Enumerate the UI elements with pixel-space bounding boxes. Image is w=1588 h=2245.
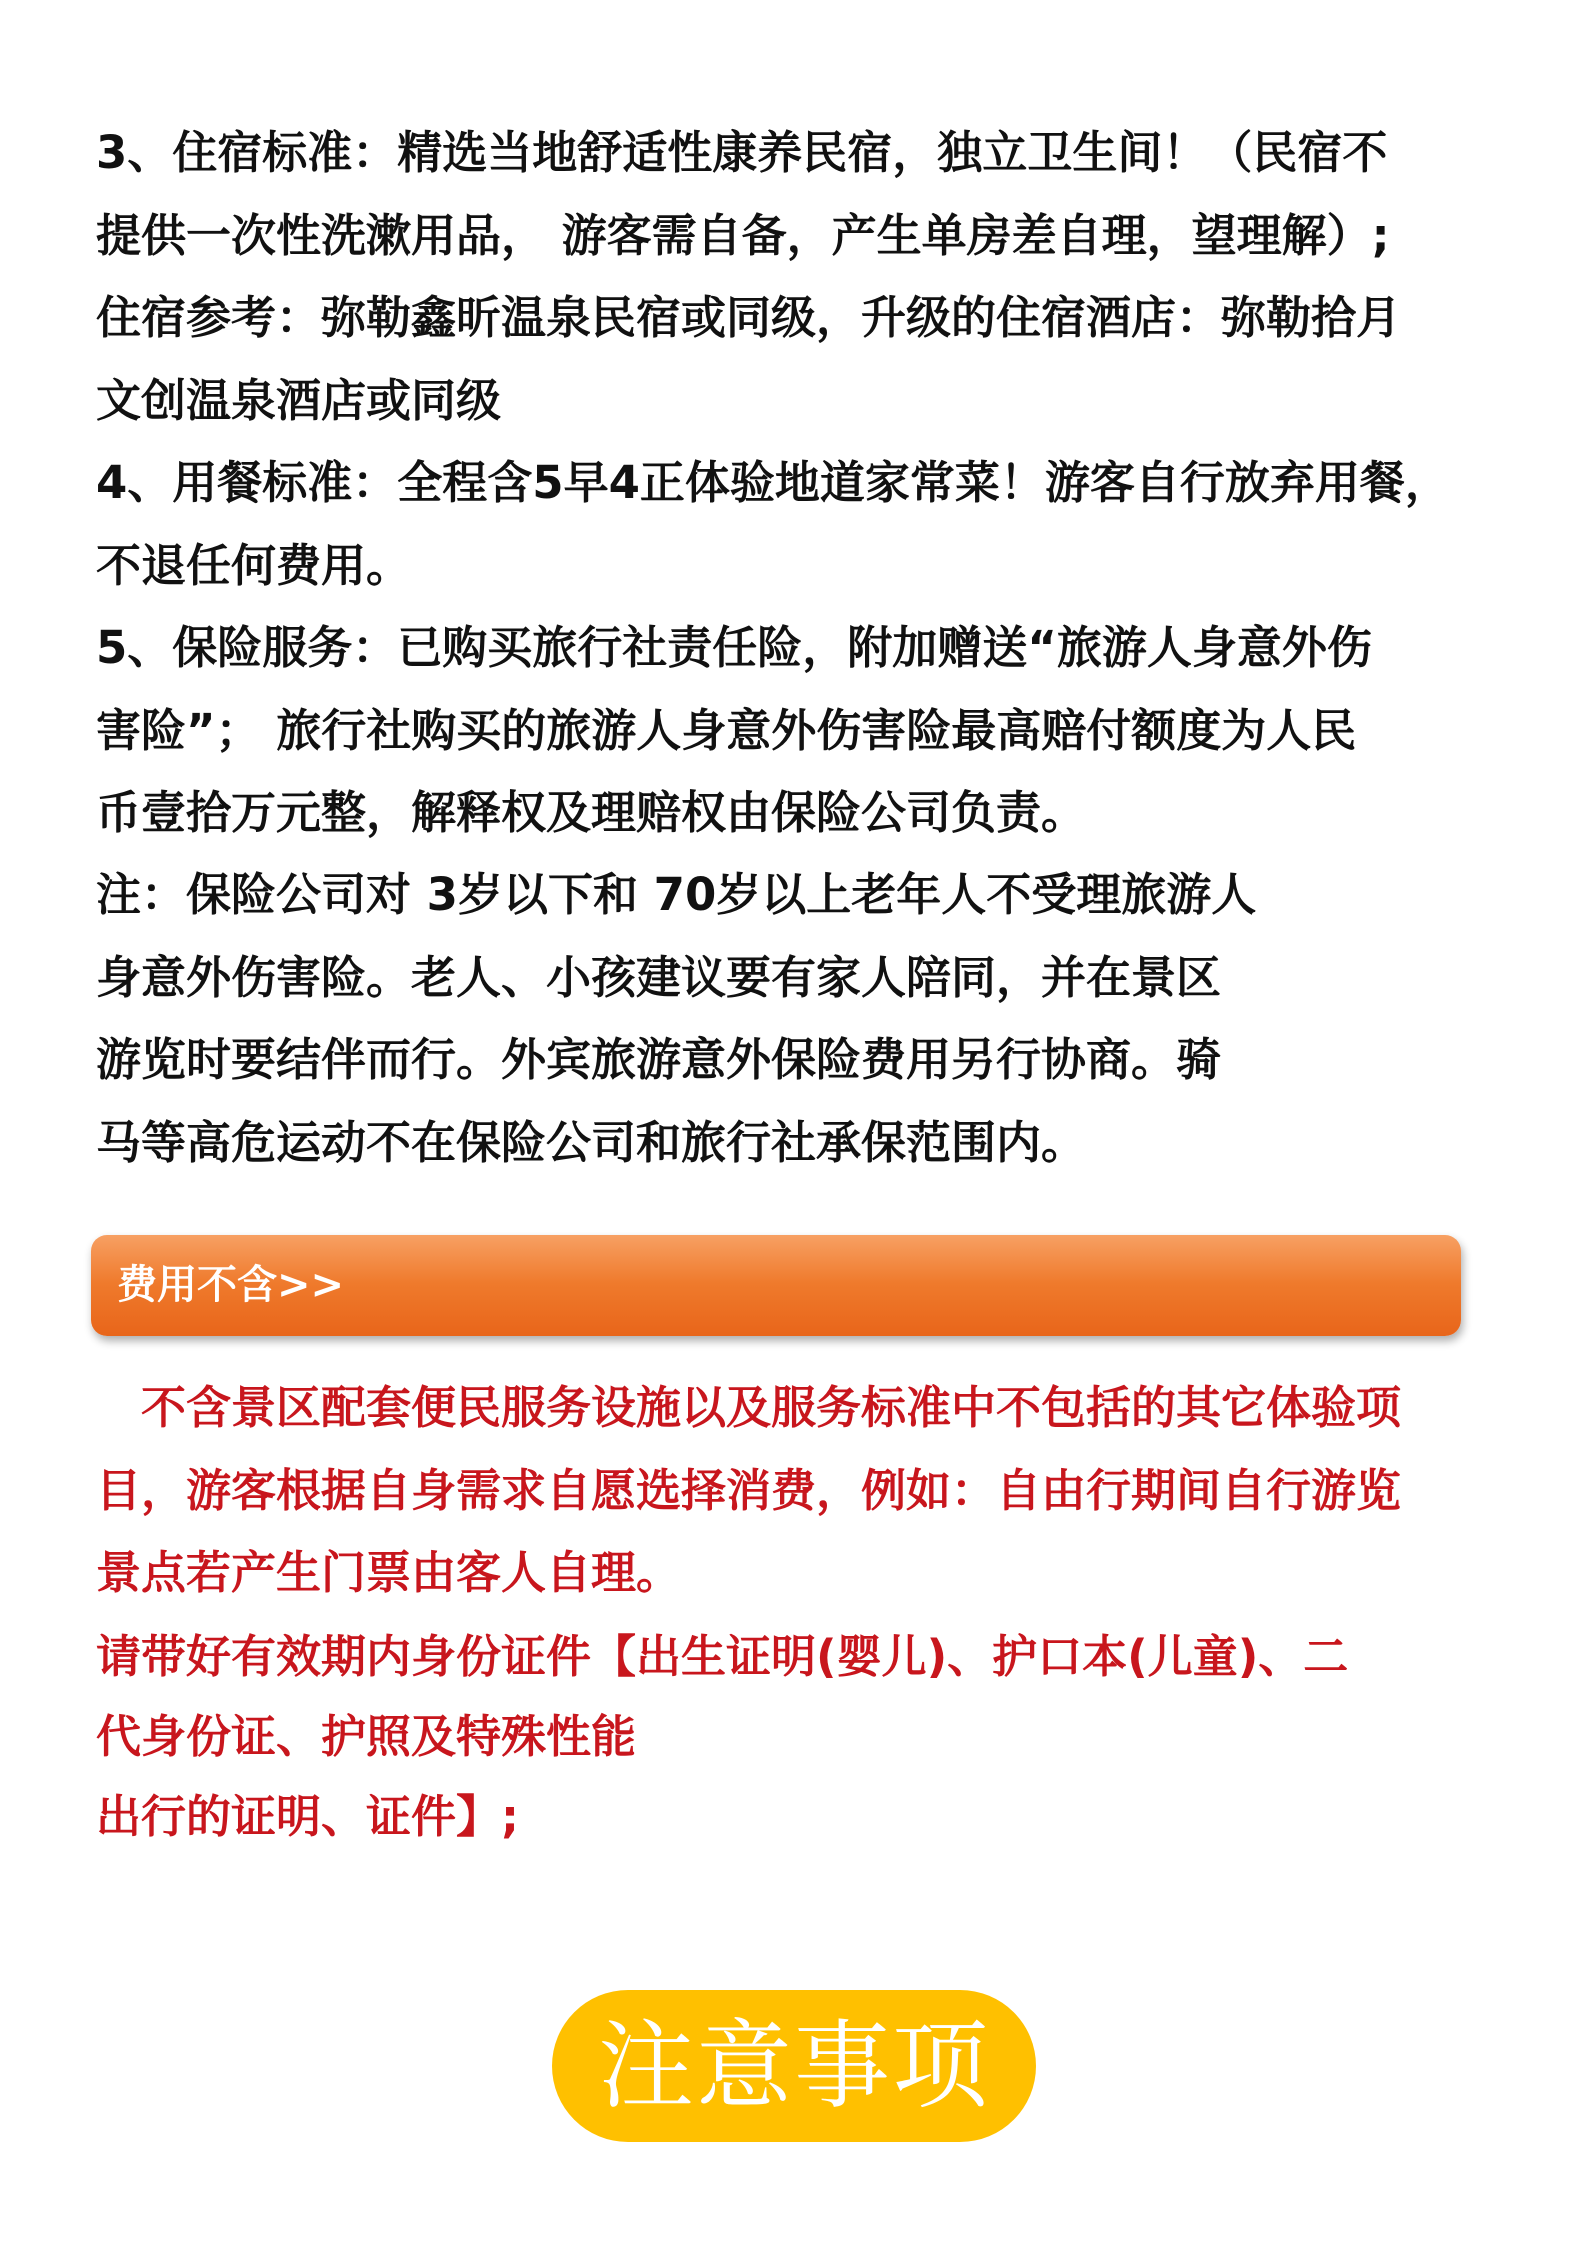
notice-section-label: 注意事项 (598, 2010, 990, 2122)
text-line: 币壹拾万元整，解释权及理赔权由保险公司负责。 (96, 786, 1087, 839)
text-line: 请带好有效期内身份证件【出生证明(婴儿)、护口本(儿童)、二 (96, 1630, 1349, 1683)
text-line: 害险”； 旅行社购买的旅游人身意外伤害险最高赔付额度为人民 (96, 703, 1357, 757)
text-line: 目，游客根据自身需求自愿选择消费，例如：自由行期间自行游览 (96, 1463, 1402, 1517)
text-line: 文创温泉酒店或同级 (96, 373, 502, 427)
text-line: 不退任何费用。 (96, 538, 412, 592)
documents-note-paragraph (96, 1617, 1348, 1857)
meal-standard-paragraph (96, 442, 1450, 607)
text-line: 3、住宿标准：精选当地舒适性康养民宿，独立卫生间！（民宿不 (96, 126, 1388, 179)
text-line: 5、保险服务：已购买旅行社责任险，附加赠送“旅游人身意外伤 (96, 621, 1372, 674)
text-line: 出行的证明、证件】; (96, 1790, 519, 1843)
text-line: 不含景区配套便民服务设施以及服务标准中不包括的其它体验项 (96, 1381, 1402, 1434)
lodging-standard-paragraph (96, 112, 1401, 442)
text-line: 代身份证、护照及特殊性能 (96, 1710, 637, 1763)
text-line: 身意外伤害险。老人、小孩建议要有家人陪同，并在景区 (96, 950, 1222, 1004)
text-line: 住宿参考：弥勒鑫昕温泉民宿或同级，升级的住宿酒店：弥勒拾月 (96, 291, 1402, 344)
text-line: 注：保险公司对 3岁以下和 70岁以上老年人不受理旅游人 (96, 868, 1257, 921)
text-line: 提供一次性洗漱用品， 游客需自备，产生单房差自理，望理解）; (96, 208, 1390, 262)
text-line: 4、用餐标准：全程含5早4正体验地道家常菜！游客自行放弃用餐， (96, 456, 1450, 509)
section-header-label: 费用不含>> (117, 1262, 345, 1308)
insurance-service-paragraph (96, 607, 1372, 855)
text-line: 游览时要结伴而行。外宾旅游意外保险费用另行协商。骑 (96, 1033, 1222, 1086)
insurance-note-paragraph (96, 854, 1256, 1184)
exclusions-paragraph (96, 1367, 1401, 1615)
text-line: 景点若产生门票由客人自理。 (96, 1546, 682, 1599)
cost-excluded-section-header (91, 1235, 1461, 1336)
notice-section-button[interactable] (552, 1990, 1036, 2142)
text-line: 马等高危运动不在保险公司和旅行社承保范围内。 (96, 1115, 1087, 1169)
